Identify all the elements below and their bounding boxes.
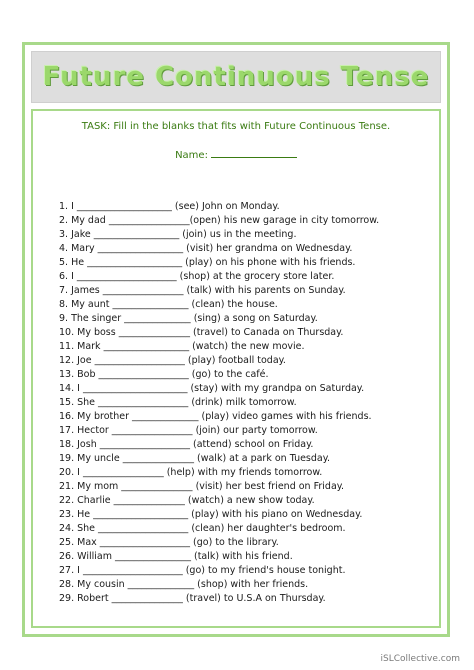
exercise-item: 18. Josh ___________________ (attend) school on Friday. [59, 439, 314, 450]
task-box [31, 109, 441, 628]
exercise-item: 14. I ______________________ (stay) with my grandpa on Saturday. [59, 383, 365, 394]
title-band [31, 51, 441, 103]
exercise-item: 10. My boss _______________ (travel) to Canada on Thursday. [59, 327, 344, 338]
exercise-item: 6. I _____________________ (shop) at the grocery store later. [59, 271, 335, 282]
exercise-item: 4. Mary __________________ (visit) her grandma on Wednesday. [59, 243, 353, 254]
exercise-item: 5. He ____________________ (play) on his phone with his friends. [59, 257, 356, 268]
exercise-list [59, 200, 429, 606]
exercise-item: 22. Charlie _______________ (watch) a new show today. [59, 495, 315, 506]
exercise-item: 17. Hector _________________ (join) our party tomorrow. [59, 425, 318, 436]
exercise-item: 20. I _________________ (help) with my friends tomorrow. [59, 467, 323, 478]
exercise-item: 9. The singer ______________ (sing) a song on Saturday. [59, 313, 318, 324]
exercise-item: 23. He ____________________ (play) with his piano on Wednesday. [59, 509, 363, 520]
exercise-item: 25. Max ___________________ (go) to the library. [59, 537, 279, 548]
exercise-item: 28. My cousin ______________ (shop) with her friends. [59, 579, 309, 590]
exercise-item: 21. My mom _______________ (visit) her best friend on Friday. [59, 481, 345, 492]
exercise-item: 15. She ___________________ (drink) milk tomorrow. [59, 397, 297, 408]
exercise-item: 3. Jake __________________ (join) us in the meeting. [59, 229, 297, 240]
exercise-item: 26. William ________________ (talk) with his friend. [59, 551, 293, 562]
name-row [33, 146, 439, 161]
exercise-item: 27. I _____________________ (go) to my friend's house tonight. [59, 565, 346, 576]
exercise-item: 11. Mark __________________ (watch) the new movie. [59, 341, 305, 352]
task-instruction: TASK: Fill in the blanks that fits with Future Continuous Tense. [81, 121, 391, 132]
exercise-item: 29. Robert _______________ (travel) to U.S.A on Thursday. [59, 593, 326, 604]
site-watermark: iSLCollective.com [380, 654, 460, 664]
worksheet-frame [22, 42, 450, 637]
exercise-item: 2. My dad _________________(open) his new garage in city tomorrow. [59, 215, 380, 226]
exercise-item: 13. Bob ___________________ (go) to the café. [59, 369, 269, 380]
name-field-line [211, 146, 297, 158]
exercise-item: 7. James _________________ (talk) with his parents on Sunday. [59, 285, 346, 296]
exercise-item: 1. I ____________________ (see) John on Monday. [59, 201, 280, 212]
exercise-item: 16. My brother ______________ (play) video games with his friends. [59, 411, 372, 422]
exercise-item: 8. My aunt ________________ (clean) the house. [59, 299, 278, 310]
exercise-item: 19. My uncle _______________ (walk) at a park on Tuesday. [59, 453, 331, 464]
exercise-item: 12. Joe ___________________ (play) football today. [59, 355, 286, 366]
exercise-item: 24. She ___________________ (clean) her daughter's bedroom. [59, 523, 346, 534]
worksheet-title: Future Continuous Tense [42, 62, 430, 92]
name-label: Name: [175, 150, 208, 161]
